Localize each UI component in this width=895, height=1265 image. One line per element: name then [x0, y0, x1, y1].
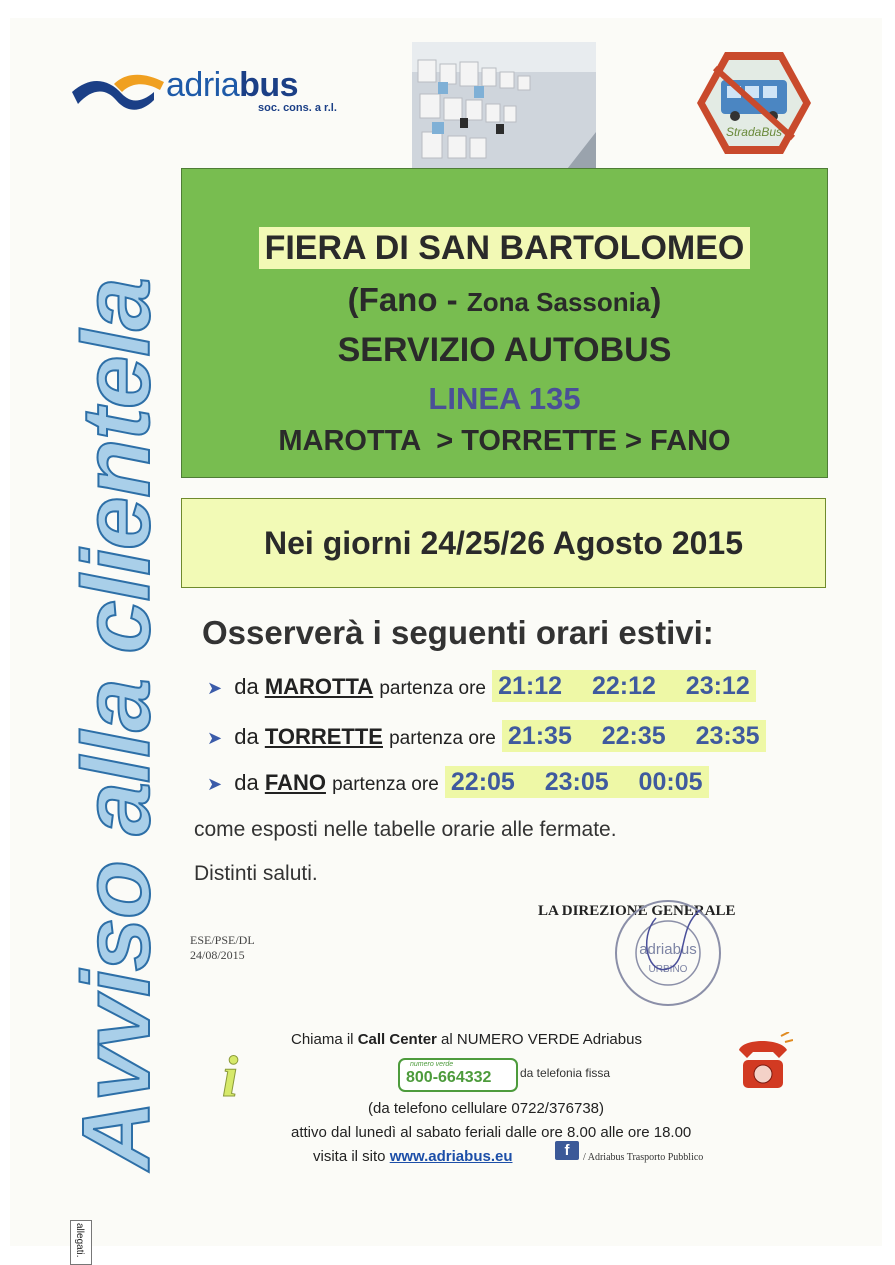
- mobile-number: (da telefono cellulare 0722/376738): [368, 1100, 605, 1117]
- service-notice-box: [181, 168, 828, 478]
- bus-route: MAROTTA > TORRETTE > FANO: [278, 425, 731, 457]
- departure-times: 21:12 22:12 23:12: [492, 670, 756, 702]
- svg-text:adriabus: adriabus: [639, 941, 697, 958]
- svg-text:URBINO: URBINO: [648, 964, 688, 975]
- service-hours: attivo dal lunedì al sabato feriali dalle ore 8.00 alle ore 18.00: [291, 1124, 692, 1141]
- arrow-bullet-icon: ➤: [207, 678, 223, 698]
- event-location: (Fano - Zona Sassonia): [347, 281, 662, 318]
- wave-logo-icon: [70, 70, 170, 120]
- greeting: Distinti saluti.: [194, 862, 318, 885]
- schedule-row: ➤ da TORRETTE partenza ore 21:35 22:35 23:35: [207, 722, 766, 751]
- stop-name: MAROTTA: [264, 674, 374, 699]
- company-stamp: [608, 898, 728, 1008]
- info-icon: i: [222, 1044, 239, 1109]
- departure-times: 21:35 22:35 23:35: [502, 720, 766, 752]
- stop-name: TORRETTE: [264, 724, 383, 749]
- bus-line: LINEA 135: [428, 381, 581, 416]
- event-title: FIERA DI SAN BARTOLOMEO: [182, 229, 827, 268]
- website-link[interactable]: www.adriabus.eu: [389, 1148, 513, 1165]
- fixed-line-note: da telefonia fissa: [520, 1066, 611, 1080]
- vertical-slogan: Avviso alla clientela: [63, 278, 170, 1170]
- service-dates: Nei giorni 24/25/26 Agosto 2015: [264, 525, 743, 561]
- departure-times: 22:05 23:05 00:05: [445, 766, 709, 798]
- closing-line: come esposti nelle tabelle orarie alle fermate.: [194, 818, 617, 841]
- allegati-tab[interactable]: allegati.: [70, 1220, 92, 1265]
- arrow-bullet-icon: ➤: [207, 728, 223, 748]
- stradabus-badge: [695, 48, 813, 158]
- numero-verde[interactable]: 800-664332: [406, 1069, 492, 1086]
- numero-verde-box[interactable]: numero verde 800-664332: [398, 1058, 518, 1092]
- arrow-bullet-icon: ➤: [207, 774, 223, 794]
- callcenter-line: Chiama il Call Center al NUMERO VERDE Adriabus: [291, 1031, 642, 1048]
- reference-code: ESE/PSE/DL: [190, 933, 255, 947]
- svg-text:StradaBus: StradaBus: [725, 125, 783, 139]
- schedule-heading: Osserverà i seguenti orari estivi:: [202, 614, 714, 651]
- schedule-row: ➤ da MAROTTA partenza ore 21:12 22:12 23:12: [207, 672, 756, 701]
- adriabus-logo: [70, 66, 350, 120]
- logo-subtitle: soc. cons. a r.l.: [258, 102, 337, 114]
- schedule-row: ➤ da FANO partenza ore 22:05 23:05 00:05: [207, 768, 709, 797]
- signature: LA DIREZIONE GENERALE: [538, 903, 736, 919]
- facebook-page: / Adriabus Trasporto Pubblico: [583, 1152, 704, 1163]
- facebook-icon[interactable]: f: [555, 1141, 579, 1160]
- stop-name: FANO: [264, 770, 326, 795]
- logo-wordmark: adriabus: [166, 66, 299, 104]
- reference-date: 24/08/2015: [190, 948, 245, 962]
- website-line: visita il sito www.adriabus.eu: [313, 1148, 513, 1165]
- dates-box: [181, 498, 826, 588]
- service-title: SERVIZIO AUTOBUS: [337, 331, 672, 369]
- telephone-icon: [733, 1032, 793, 1092]
